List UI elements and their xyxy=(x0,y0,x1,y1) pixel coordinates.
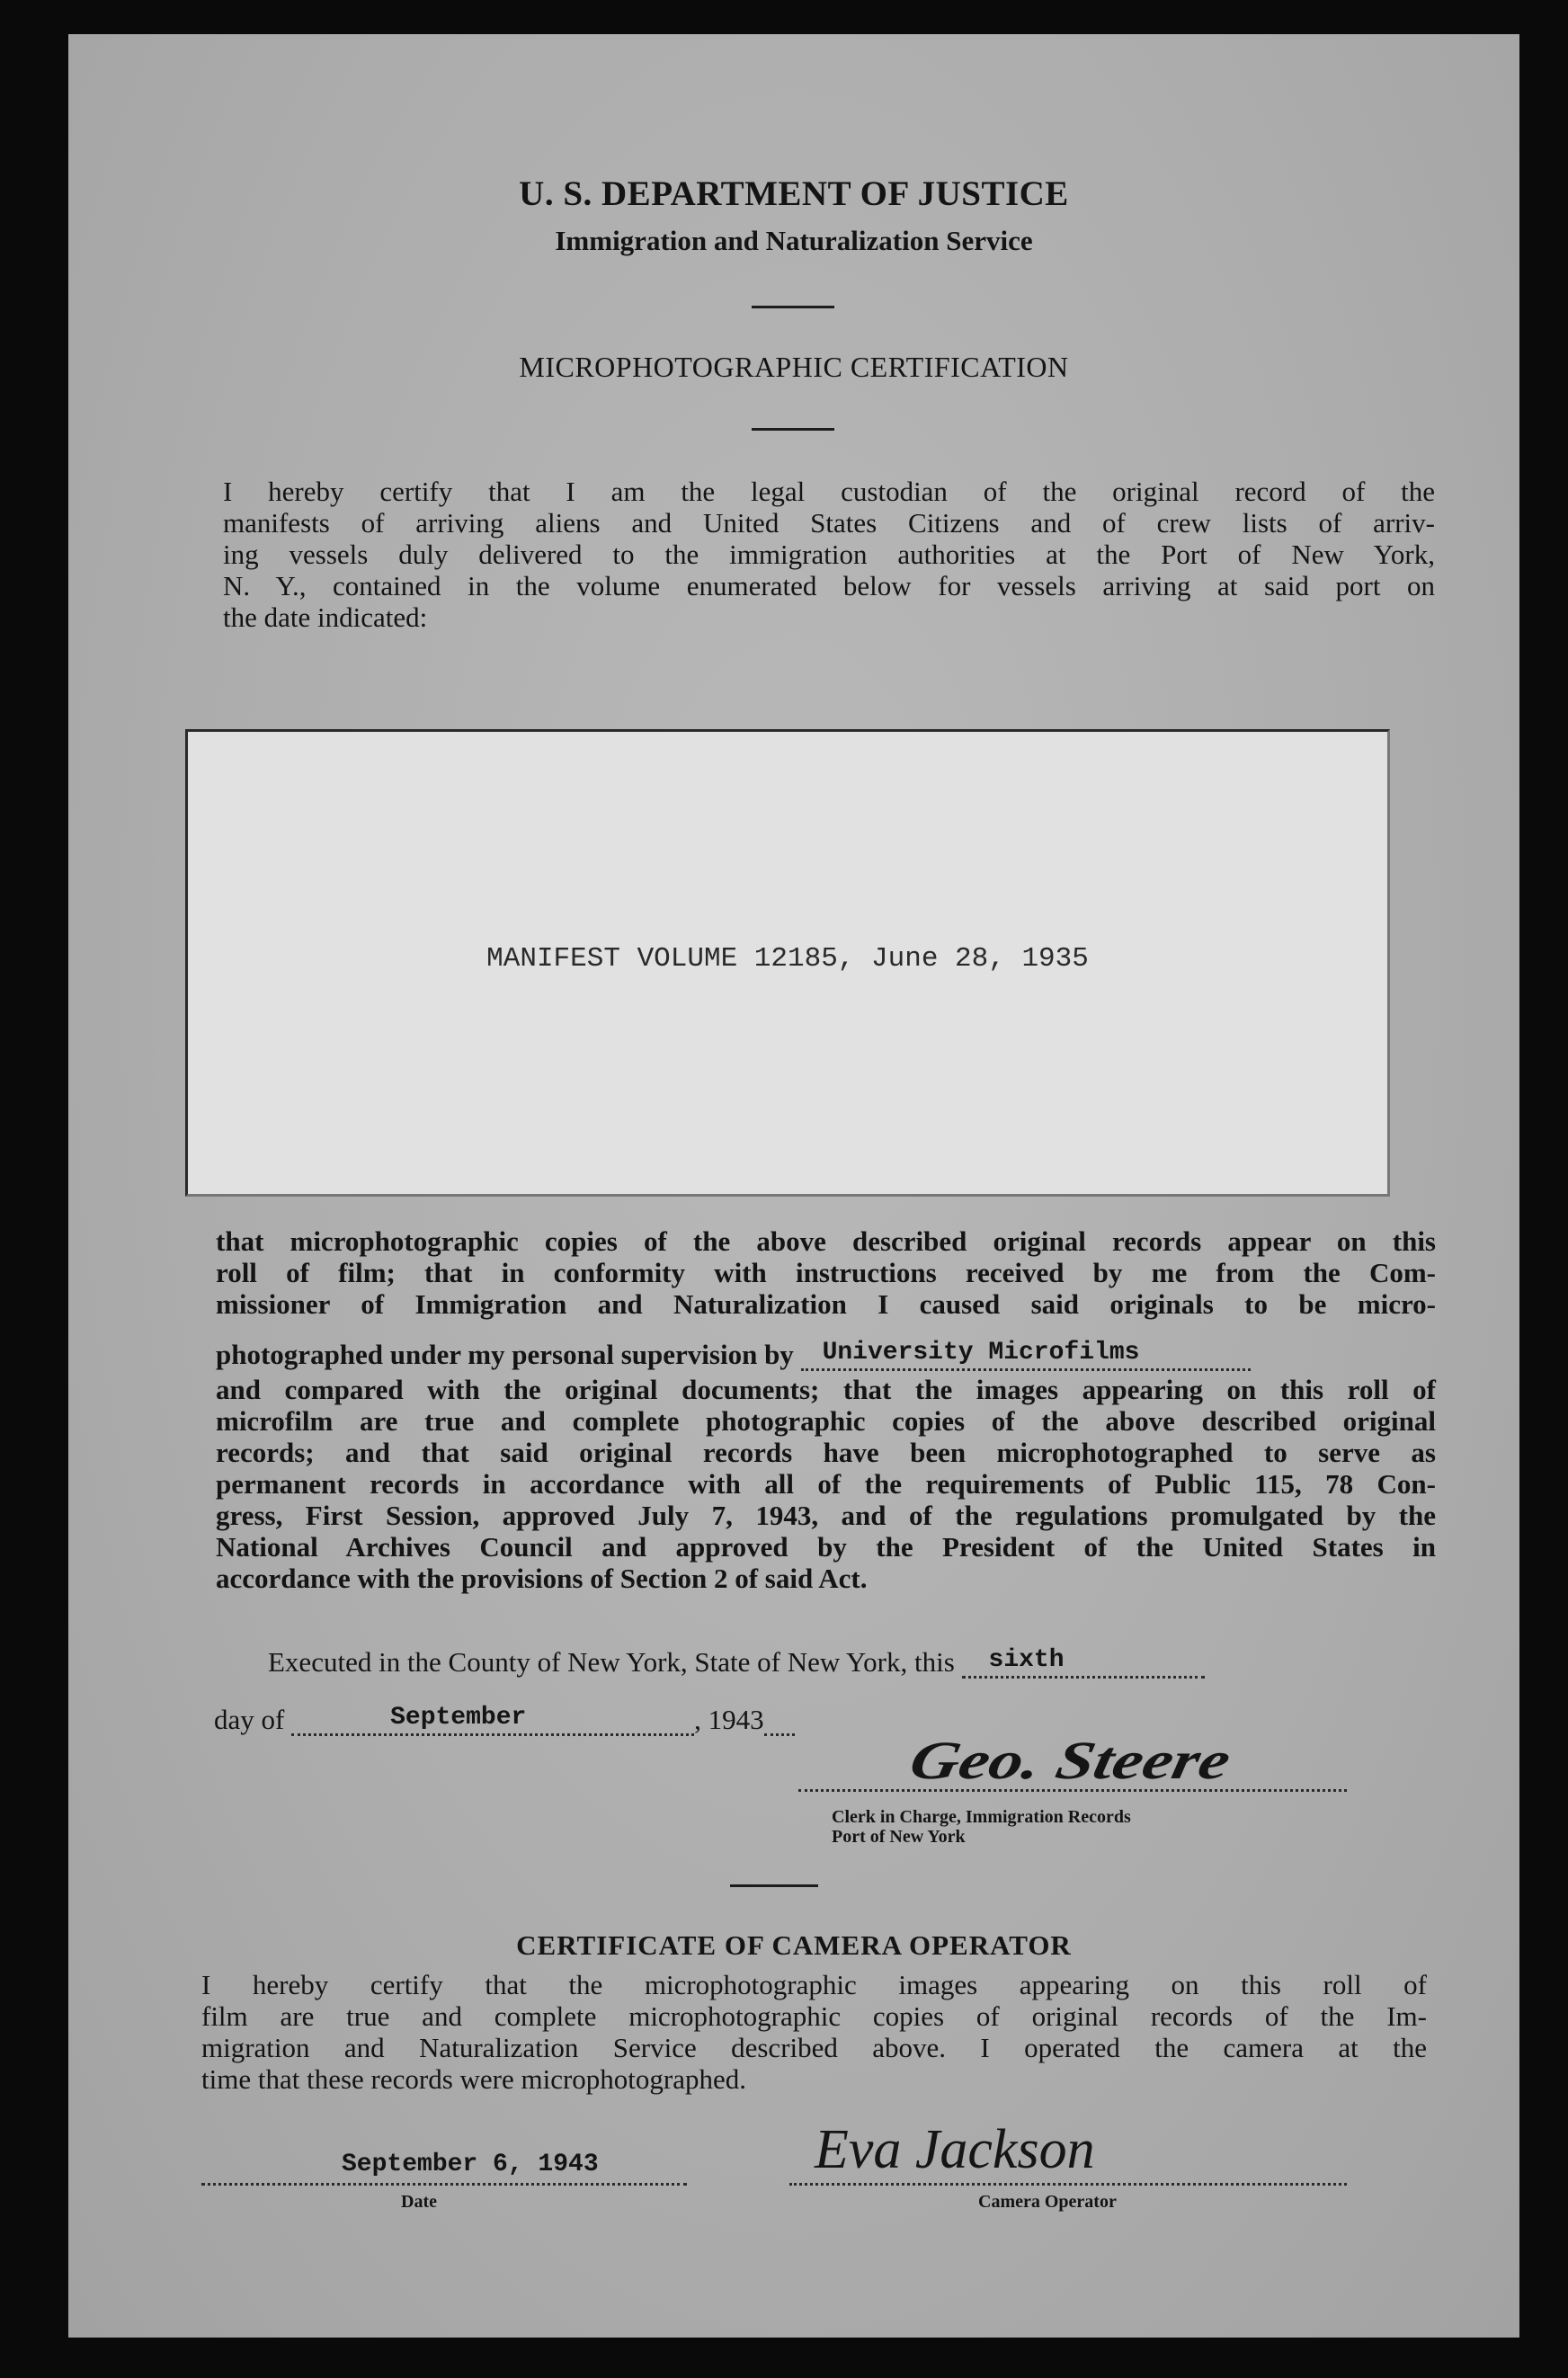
operator-line: time that these records were microphotographed. xyxy=(201,2063,746,2095)
intro-line: N. Y., contained in the volume enumerated below for vessels arriving at said port on xyxy=(223,570,1435,601)
intro-line: ing vessels duly delivered to the immigration authorities at the Port of New York, xyxy=(223,539,1435,570)
supervision-field xyxy=(801,1341,1251,1371)
body-line: accordance with the provisions of Section 2 of said Act. xyxy=(216,1563,868,1594)
executed-prefix: Executed in the County of New York, State of New York, this xyxy=(268,1646,955,1678)
body-paragraph xyxy=(216,1225,1436,1320)
body-line: missioner of Immigration and Naturalization I caused said originals to be micro- xyxy=(216,1288,1436,1320)
clerk-title xyxy=(832,1807,1131,1847)
divider xyxy=(752,306,834,308)
body-paragraph-2 xyxy=(216,1374,1436,1594)
date-label: Date xyxy=(401,2192,437,2212)
day-field xyxy=(962,1646,1205,1679)
clerk-title-line1: Clerk in Charge, Immigration Records xyxy=(832,1807,1131,1827)
body-line: gress, First Session, approved July 7, 1943, and of the regulations promulgated by the xyxy=(216,1500,1436,1531)
body-line: roll of film; that in conformity with instructions received by me from the Com- xyxy=(216,1257,1436,1288)
month-value: September xyxy=(390,1704,527,1732)
body-line: and compared with the original documents; that the images appearing on this roll of xyxy=(216,1374,1436,1405)
year-dots xyxy=(764,1706,795,1736)
operator-line: I hereby certify that the microphotographic images appearing on this roll of xyxy=(201,1969,1427,2000)
supervision-line xyxy=(216,1339,1436,1371)
supervision-value: University Microfilms xyxy=(822,1339,1140,1367)
month-field xyxy=(291,1706,694,1736)
intro-line: manifests of arriving aliens and United States Citizens and of crew lists of arriv- xyxy=(223,507,1435,539)
certification-title: MICROPHOTOGRAPHIC CERTIFICATION xyxy=(519,351,1069,383)
operator-line: film are true and complete microphotographic copies of original records of the Im- xyxy=(201,2000,1427,2032)
clerk-title-line2: Port of New York xyxy=(832,1827,966,1847)
intro-line: I hereby certify that I am the legal custodian of the original record of the xyxy=(223,476,1435,507)
intro-line: the date indicated: xyxy=(223,601,428,633)
executed-line xyxy=(268,1646,1205,1679)
body-line: National Archives Council and approved by the President of the United States in xyxy=(216,1531,1436,1563)
operator-signature-label: Camera Operator xyxy=(978,2192,1117,2212)
date-line xyxy=(201,2181,687,2186)
day-value: sixth xyxy=(988,1646,1065,1674)
operator-line: migration and Naturalization Service described above. I operated the camera at the xyxy=(201,2032,1427,2063)
supervision-prefix: photographed under my personal supervision by xyxy=(216,1339,794,1370)
service-heading: Immigration and Naturalization Service xyxy=(555,225,1033,256)
body-line: records; and that said original records have been microphotographed to serve as xyxy=(216,1437,1436,1468)
operator-signature: Eva Jackson xyxy=(815,2119,1095,2180)
date-value: September 6, 1943 xyxy=(342,2151,599,2178)
body-line: microfilm are true and complete photographic copies of the above described original xyxy=(216,1405,1436,1437)
department-heading: U. S. DEPARTMENT OF JUSTICE xyxy=(519,174,1069,213)
operator-title: CERTIFICATE OF CAMERA OPERATOR xyxy=(516,1929,1072,1961)
divider xyxy=(752,428,834,431)
intro-paragraph xyxy=(223,476,1435,633)
year-value: , 1943 xyxy=(694,1704,764,1735)
day-of-line xyxy=(214,1704,795,1736)
divider xyxy=(730,1884,818,1887)
manifest-volume: MANIFEST VOLUME 12185, June 28, 1935 xyxy=(486,943,1089,975)
day-of-label: day of xyxy=(214,1704,285,1735)
operator-paragraph xyxy=(201,1969,1427,2095)
body-line: permanent records in accordance with all of the requirements of Public 115, 78 Con- xyxy=(216,1468,1436,1500)
clerk-signature: Geo. Steere xyxy=(904,1731,1236,1790)
certificate-page xyxy=(68,34,1519,2338)
body-line: that microphotographic copies of the above described original records appear on this xyxy=(216,1225,1436,1257)
manifest-insert xyxy=(185,729,1390,1197)
